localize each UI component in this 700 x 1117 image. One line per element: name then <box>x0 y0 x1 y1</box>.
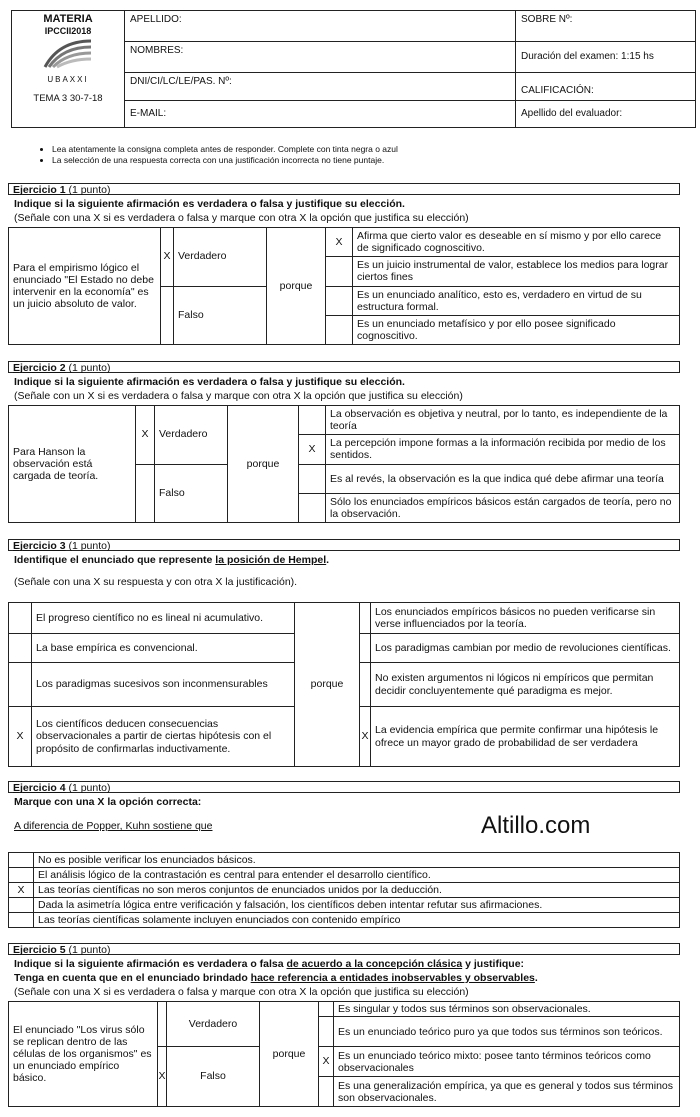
ex1-false-label: Falso <box>174 286 267 345</box>
ex2-opt-mark[interactable] <box>299 493 326 522</box>
ex4-stem: A diferencia de Popper, Kuhn sostiene que <box>14 820 213 832</box>
ex3-left-mark[interactable]: X <box>9 707 32 767</box>
tema-label: TEMA 3 30-7-18 <box>33 92 103 104</box>
ex5-true-mark[interactable] <box>158 1002 167 1047</box>
materia-cell <box>12 11 125 128</box>
ex5-false-label: Falso <box>167 1047 260 1107</box>
ex5-false-mark[interactable]: X <box>158 1047 167 1107</box>
note-item: • La selección de una respuesta correcta con una justificación incorrecta no tiene puntaje. <box>52 155 398 166</box>
ex5-opt-text: Es una generalización empírica, ya que es general y todos sus términos son observacionales. <box>334 1077 680 1107</box>
apellido-field[interactable]: APELLIDO: <box>125 11 516 42</box>
ex2-points: (1 punto) <box>68 362 111 374</box>
ex1-statement: Para el empirismo lógico el enunciado "El Estado no debe intervenir en la economía" es un juicio absoluto de valor. <box>9 228 161 345</box>
calificacion-field[interactable]: CALIFICACIÓN: <box>516 72 696 101</box>
ex2-instruction: Indique si la siguiente afirmación es verdadera o falsa y justifique su elección. <box>14 376 405 388</box>
ex3-right-text: La evidencia empírica que permite confirmar una hipótesis le ofrece un mayor grado de probabilidad de ser verdadera <box>371 707 680 767</box>
ex3-table <box>8 602 680 767</box>
ex4-points: (1 punto) <box>68 782 111 794</box>
ex4-opt-text: El análisis lógico de la contrastación es central para entender el desarrollo científico. <box>34 868 680 883</box>
ex1-false-mark[interactable] <box>161 286 174 345</box>
materia-code: IPCCII2018 <box>44 26 92 37</box>
dni-field[interactable]: DNI/CI/LC/LE/PAS. Nº: <box>125 72 516 101</box>
ex2-opt-text: Sólo los enunciados empíricos básicos están cargados de teoría, pero no la observación. <box>326 493 680 522</box>
ex5-instruction-2: Tenga en cuenta que en el enunciado brindado hace referencia a entidades inobservables y observables. <box>14 972 538 984</box>
ex1-opt-mark[interactable] <box>326 315 353 344</box>
ex2-true-label: Verdadero <box>155 406 228 465</box>
ex5-opt-text: Es un enunciado teórico mixto: posee tanto términos teóricos como observacionales <box>334 1047 680 1077</box>
ex2-title: Ejercicio 2 <box>13 362 66 374</box>
ex4-opt-mark[interactable] <box>9 853 34 868</box>
ex3-points: (1 punto) <box>68 540 111 552</box>
ex4-opt-mark[interactable] <box>9 898 34 913</box>
ex2-table <box>8 405 680 523</box>
logo-text: UBAXXI <box>47 74 89 84</box>
ex2-opt-text: La observación es objetiva y neutral, por lo tanto, es independiente de la teoría <box>326 406 680 435</box>
ex2-false-mark[interactable] <box>136 464 155 523</box>
ex1-opt-text: Es un enunciado metafísico y por ello posee significado cognoscitivo. <box>353 315 680 344</box>
ex4-opt-mark[interactable]: X <box>9 883 34 898</box>
evaluador-field[interactable]: Apellido del evaluador: <box>516 101 696 128</box>
ex5-porque: porque <box>260 1002 319 1107</box>
ex2-porque: porque <box>228 406 299 523</box>
ex3-right-mark[interactable] <box>360 634 371 663</box>
ex5-table <box>8 1001 680 1107</box>
ex4-opt-text: Las teorías científicas solamente incluyen enunciados con contenido empírico <box>34 913 680 928</box>
ex5-opt-mark[interactable] <box>319 1017 334 1047</box>
ex1-table <box>8 227 680 345</box>
instructions-list <box>0 144 398 165</box>
ex5-true-label: Verdadero <box>167 1002 260 1047</box>
ex3-left-mark[interactable] <box>9 663 32 707</box>
ex1-opt-text: Afirma que cierto valor es deseable en sí mismo y por ello carece de significado cognoscitivo. <box>353 228 680 257</box>
ex1-porque: porque <box>267 228 326 345</box>
duracion-label: Duración del examen: 1:15 hs <box>516 41 696 72</box>
ex1-opt-text: Es un juicio instrumental de valor, establece los medios para lograr ciertos fines <box>353 257 680 286</box>
ex3-subinstruction: (Señale con una X su respuesta y con otra X la justificación). <box>14 576 298 588</box>
ex2-subinstruction: (Señale con un X si es verdadera o falsa y marque con otra X la opción que justifica su elección) <box>14 390 463 402</box>
ex2-true-mark[interactable]: X <box>136 406 155 465</box>
ex5-points: (1 punto) <box>68 944 111 956</box>
ex4-opt-mark[interactable] <box>9 868 34 883</box>
ex5-title: Ejercicio 5 <box>13 944 66 956</box>
ex5-opt-text: Es un enunciado teórico puro ya que todos sus términos son teóricos. <box>334 1017 680 1047</box>
ex3-right-text: No existen argumentos ni lógicos ni empíricos que permitan decidir concluyentemente qué paradigma es mejor. <box>371 663 680 707</box>
ex4-instruction: Marque con una X la opción correcta: <box>14 796 202 808</box>
ex5-subinstruction: (Señale con una X si es verdadera o falsa y marque con otra X la opción que justifica su elección) <box>14 986 469 998</box>
ex3-right-text: Los enunciados empíricos básicos no pueden verificarse sin verse influenciados por la teoría. <box>371 603 680 634</box>
ex2-opt-mark[interactable] <box>299 464 326 493</box>
ex2-opt-text: Es al revés, la observación es la que indica qué debe afirmar una teoría <box>326 464 680 493</box>
ex3-header <box>8 539 680 551</box>
ex4-opt-mark[interactable] <box>9 913 34 928</box>
ex2-header <box>8 361 680 373</box>
ex3-porque: porque <box>295 603 360 767</box>
ex1-points: (1 punto) <box>68 184 111 196</box>
ex5-opt-mark[interactable] <box>319 1002 334 1017</box>
ex2-opt-text: La percepción impone formas a la información recibida por medio de los sentidos. <box>326 435 680 464</box>
ex3-right-text: Los paradigmas cambian por medio de revoluciones científicas. <box>371 634 680 663</box>
watermark: Altillo.com <box>481 812 591 839</box>
ex3-left-mark[interactable] <box>9 603 32 634</box>
ex3-instruction: Identifique el enunciado que represente la posición de Hempel. <box>14 554 330 566</box>
ex1-opt-mark[interactable]: X <box>326 228 353 257</box>
ex3-right-mark[interactable] <box>360 603 371 634</box>
ex2-false-label: Falso <box>155 464 228 523</box>
sobre-field[interactable]: SOBRE Nº: <box>516 11 696 42</box>
ex4-opt-text: Dada la asimetría lógica entre verificación y falsación, los científicos deben intentar refutar sus afirmaciones. <box>34 898 680 913</box>
nombres-field[interactable]: NOMBRES: <box>125 41 516 72</box>
ex3-left-text: Los científicos deducen consecuencias observacionales a partir de ciertas hipótesis con el propósito de confirmarlas inductivamente. <box>32 707 295 767</box>
ex3-title: Ejercicio 3 <box>13 540 66 552</box>
ex4-table <box>8 852 680 928</box>
ex4-opt-text: Las teorías científicas no son meros conjuntos de enunciados unidos por la deducción. <box>34 883 680 898</box>
email-field[interactable]: E-MAIL: <box>125 101 516 128</box>
ex4-opt-text: No es posible verificar los enunciados básicos. <box>34 853 680 868</box>
ex3-right-mark[interactable] <box>360 663 371 707</box>
ex3-left-mark[interactable] <box>9 634 32 663</box>
ex1-opt-mark[interactable] <box>326 257 353 286</box>
ex2-opt-mark[interactable] <box>299 406 326 435</box>
ex5-opt-mark[interactable] <box>319 1077 334 1107</box>
ex1-subinstruction: (Señale con una X si es verdadera o falsa y marque con otra X la opción que justifica su elección) <box>14 212 469 224</box>
ex2-opt-mark[interactable]: X <box>299 435 326 464</box>
ex5-opt-text: Es singular y todos sus términos son observacionales. <box>334 1002 680 1017</box>
ex3-right-mark[interactable]: X <box>360 707 371 767</box>
ex1-header <box>8 183 680 195</box>
ex4-header <box>8 781 680 793</box>
ex5-instruction-1: Indique si la siguiente afirmación es verdadera o falsa de acuerdo a la concepción clásica y justifique: <box>14 958 525 970</box>
ex5-statement: El enunciado "Los virus sólo se replican dentro de las células de los organismos" es un enunciado empírico básico. <box>9 1002 158 1107</box>
ex1-opt-mark[interactable] <box>326 286 353 315</box>
ex1-true-label: Verdadero <box>174 228 267 287</box>
ex3-left-text: La base empírica es convencional. <box>32 634 295 663</box>
ex5-opt-mark[interactable]: X <box>319 1047 334 1077</box>
ex3-left-text: El progreso científico no es lineal ni acumulativo. <box>32 603 295 634</box>
ex2-statement: Para Hanson la observación está cargada de teoría. <box>9 406 136 523</box>
header-table <box>11 10 696 128</box>
ex1-opt-text: Es un enunciado analítico, esto es, verdadero en virtud de su estructura formal. <box>353 286 680 315</box>
ex4-title: Ejercicio 4 <box>13 782 66 794</box>
ex1-instruction: Indique si la siguiente afirmación es verdadera o falsa y justifique su elección. <box>14 198 405 210</box>
ex1-title: Ejercicio 1 <box>13 184 66 196</box>
ex3-left-text: Los paradigmas sucesivos son inconmensurables <box>32 663 295 707</box>
ex1-true-mark[interactable]: X <box>161 228 174 287</box>
ubaxxi-logo-icon <box>37 37 99 71</box>
ex5-header <box>8 943 680 955</box>
materia-label: MATERIA <box>43 13 93 25</box>
note-item: • Lea atentamente la consigna completa antes de responder. Complete con tinta negra o azul <box>52 144 398 155</box>
